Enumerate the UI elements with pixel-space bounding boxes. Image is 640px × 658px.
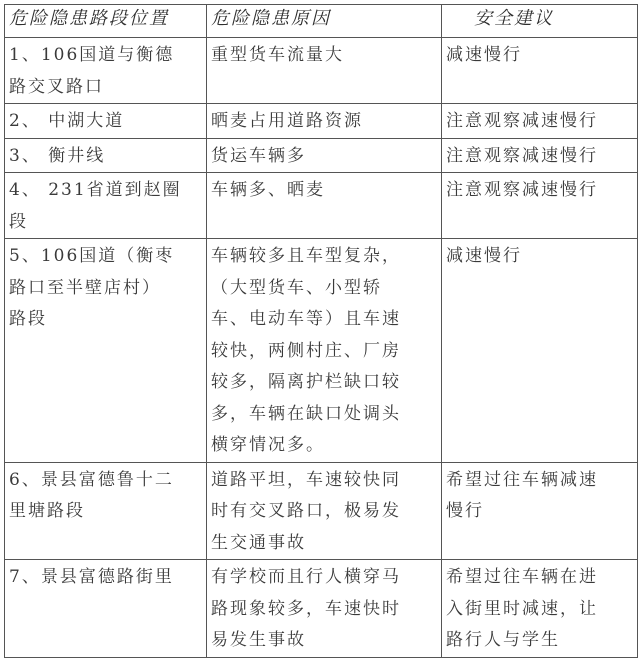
cell-advice: 减速慢行 <box>442 38 638 104</box>
table-row <box>5 38 638 104</box>
cell-advice: 希望过往车辆在进 入街里时减速，让 路行人与学生 <box>442 560 638 658</box>
table-row <box>5 173 638 239</box>
cell-cause: 道路平坦，车速较快同 时有交叉路口，极易发 生交通事故 <box>207 462 442 560</box>
cell-location: 6、景县富德鲁十二 里塘路段 <box>5 462 207 560</box>
cell-location: 2、 中湖大道 <box>5 104 207 139</box>
cell-location: 5、106国道（衡枣 路口至半壁店村） 路段 <box>5 239 207 463</box>
table-row <box>5 239 638 463</box>
cell-location: 1、106国道与衡德 路交叉路口 <box>5 38 207 104</box>
table-row <box>5 138 638 173</box>
table-row <box>5 462 638 560</box>
cell-advice: 注意观察减速慢行 <box>442 173 638 239</box>
hazard-road-table <box>4 4 638 658</box>
cell-location: 4、 231省道到赵圈 段 <box>5 173 207 239</box>
cell-location: 3、 衡井线 <box>5 138 207 173</box>
header-advice: 安全建议 <box>442 5 638 38</box>
cell-cause: 有学校而且行人横穿马 路现象较多，车速快时 易发生事故 <box>207 560 442 658</box>
table-row <box>5 104 638 139</box>
table-header-row <box>5 5 638 38</box>
cell-cause: 货运车辆多 <box>207 138 442 173</box>
header-cause: 危险隐患原因 <box>207 5 442 38</box>
cell-advice: 希望过往车辆减速 慢行 <box>442 462 638 560</box>
cell-location: 7、景县富德路街里 <box>5 560 207 658</box>
header-location: 危险隐患路段位置 <box>5 5 207 38</box>
cell-cause: 车辆较多且车型复杂， （大型货车、小型轿 车、电动车等）且车速 较快，两侧村庄、厂房 较多，隔离护栏缺口较 多，车辆在缺口处调头 横穿情况多。 <box>207 239 442 463</box>
cell-cause: 车辆多、晒麦 <box>207 173 442 239</box>
cell-advice: 减速慢行 <box>442 239 638 463</box>
cell-cause: 晒麦占用道路资源 <box>207 104 442 139</box>
cell-cause: 重型货车流量大 <box>207 38 442 104</box>
cell-advice: 注意观察减速慢行 <box>442 138 638 173</box>
table-row <box>5 560 638 658</box>
cell-advice: 注意观察减速慢行 <box>442 104 638 139</box>
